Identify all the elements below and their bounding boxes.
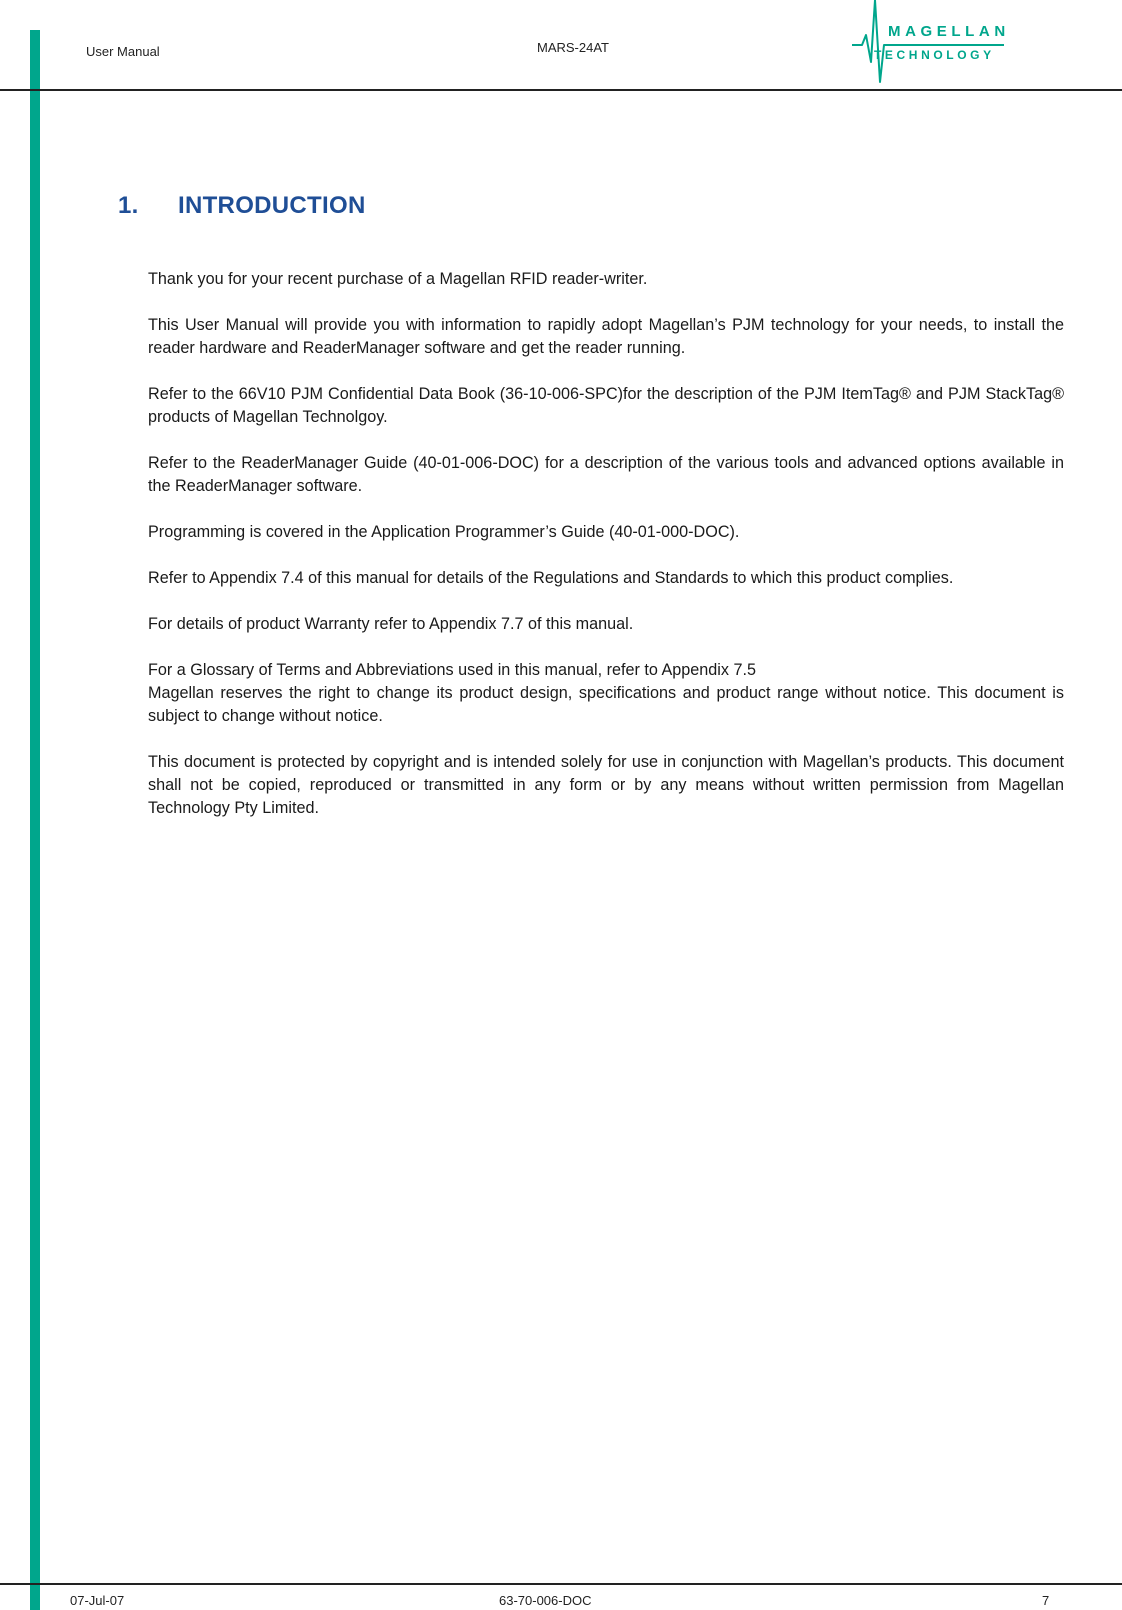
section-number: 1.: [118, 192, 139, 219]
paragraph-manual-scope: This User Manual will provide you with information to rapidly adopt Magellan’s PJM technology for your needs, to install the reader hardware and ReaderManager software and get the reader running.: [148, 316, 1064, 357]
paragraph-readermanager-guide: Refer to the ReaderManager Guide (40-01-006-DOC) for a description of the various tools and advanced options available in the ReaderManager software.: [148, 454, 1064, 495]
paragraph-warranty: For details of product Warranty refer to Appendix 7.7 of this manual.: [148, 615, 634, 633]
footer-doc-number: 63-70-006-DOC: [499, 1593, 592, 1608]
paragraph-copyright: This document is protected by copyright and is intended solely for use in conjunction with Magellan’s products. This document shall not be copied, reproduced or transmitted in any form or by any means without written permission from Magellan Technology Pty Limited.: [148, 753, 1064, 817]
magellan-logo: [852, 0, 1042, 90]
paragraph-thanks: Thank you for your recent purchase of a Magellan RFID reader-writer.: [148, 270, 648, 288]
header-product-name: MARS-24AT: [537, 40, 609, 55]
header-rule: [0, 89, 1122, 91]
body-text: [148, 268, 1064, 843]
footer-rule: [0, 1583, 1122, 1585]
paragraph-programming: Programming is covered in the Application Programmer’s Guide (40-01-000-DOC).: [148, 523, 740, 541]
paragraph-glossary: For a Glossary of Terms and Abbreviations used in this manual, refer to Appendix 7.5: [148, 661, 756, 679]
section-title: INTRODUCTION: [178, 192, 366, 219]
paragraph-regulations: Refer to Appendix 7.4 of this manual for details of the Regulations and Standards to which this product complies.: [148, 569, 954, 587]
side-accent-bar: [30, 30, 40, 1610]
svg-text:MAGELLAN: MAGELLAN: [888, 23, 1010, 40]
footer-page-number: 7: [1042, 1593, 1050, 1608]
section-heading: [118, 192, 366, 220]
paragraph-data-book: Refer to the 66V10 PJM Confidential Data Book (36-10-006-SPC)for the description of the PJM ItemTag® and PJM StackTag® products of Magellan Technolgoy.: [148, 385, 1064, 426]
header-document-type: User Manual: [86, 44, 160, 59]
paragraph-design-changes: Magellan reserves the right to change its product design, specifications and product range without notice. This document is subject to change without notice.: [148, 684, 1064, 725]
footer-date: 07-Jul-07: [70, 1593, 125, 1608]
svg-text:TECHNOLOGY: TECHNOLOGY: [874, 48, 995, 62]
